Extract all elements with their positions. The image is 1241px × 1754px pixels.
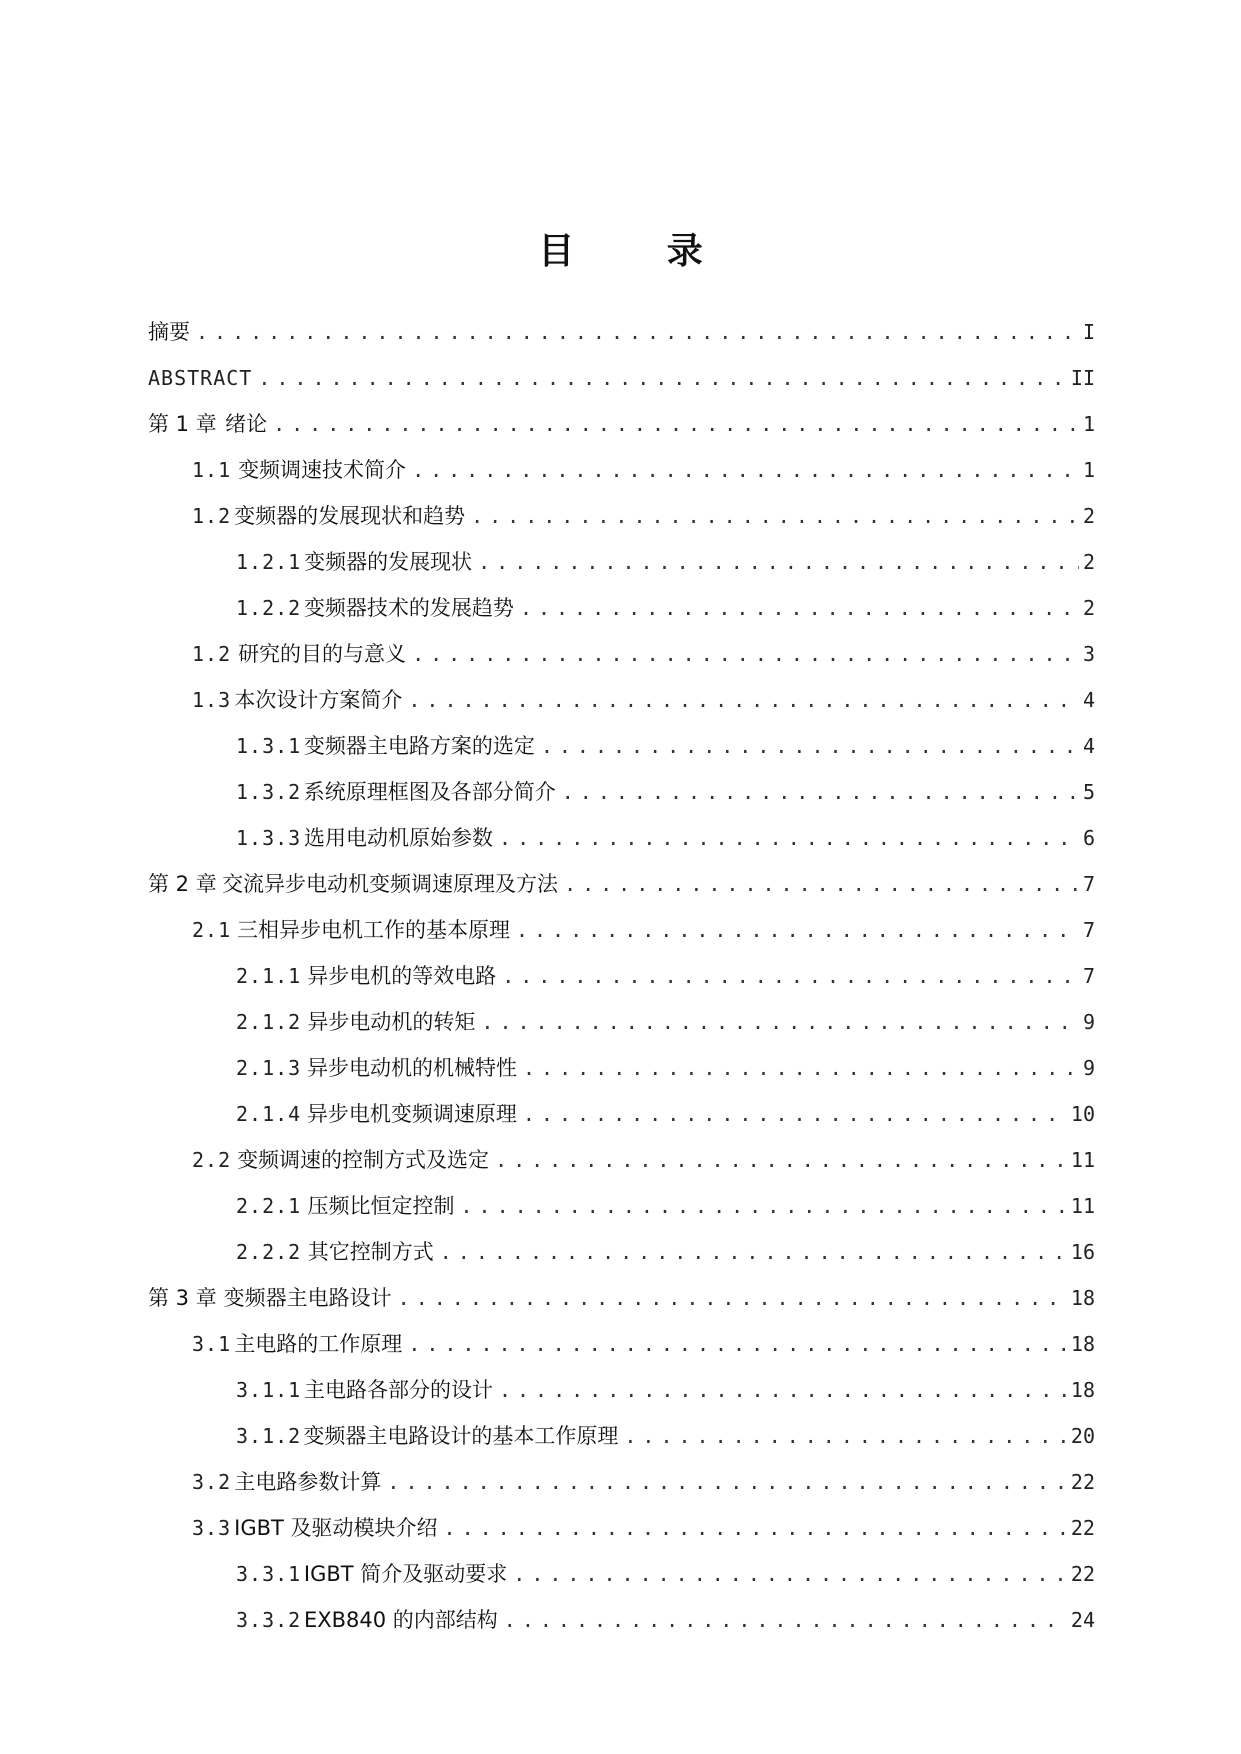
toc-entry-number: 3.1 [192, 1332, 232, 1356]
table-of-contents [148, 301, 1095, 1635]
toc-page-number: 3 [1082, 642, 1095, 666]
toc-entry[interactable] [148, 899, 1095, 945]
toc-entry-text: 压频比恒定控制 [307, 1194, 455, 1218]
toc-entry[interactable] [148, 1083, 1095, 1129]
toc-entry[interactable] [148, 1359, 1095, 1405]
toc-entry-number: 第 2 章 [148, 872, 217, 896]
toc-page-number: 22 [1070, 1470, 1095, 1494]
toc-page-number: 7 [1082, 872, 1095, 896]
toc-entry-number: 1.2 [192, 504, 232, 528]
toc-page-number: 4 [1082, 688, 1095, 712]
toc-entry-number: 2.1.4 [236, 1102, 302, 1126]
toc-entry-number: 1.3.3 [236, 826, 302, 850]
toc-entry-number: 1.3.2 [236, 780, 302, 804]
toc-page-number: 9 [1082, 1056, 1095, 1080]
toc-entry-text: 主电路参数计算 [234, 1470, 382, 1494]
toc-page-number: 5 [1082, 780, 1095, 804]
toc-entry[interactable] [148, 1405, 1095, 1451]
toc-page-number: 10 [1070, 1102, 1095, 1126]
page-title: 目 录 [538, 231, 743, 273]
toc-entry-text: 研究的目的与意义 [238, 642, 407, 666]
toc-entry-number: 1.2.2 [236, 596, 302, 620]
toc-entry-text: 异步电机的等效电路 [307, 964, 497, 988]
toc-entry-text: 变频调速的控制方式及选定 [237, 1148, 490, 1172]
toc-dot-leader [523, 1099, 1067, 1129]
toc-entry[interactable] [148, 945, 1095, 991]
toc-dot-leader [258, 363, 1067, 393]
toc-entry-number: 1.2.1 [236, 550, 302, 574]
toc-entry-number: 3.2 [192, 1470, 232, 1494]
toc-entry-text: 异步电机变频调速原理 [306, 1102, 517, 1126]
toc-dot-leader [440, 1237, 1067, 1267]
toc-page-number: 2 [1082, 596, 1095, 620]
toc-dot-leader [499, 823, 1079, 853]
toc-dot-leader [562, 777, 1079, 807]
toc-dot-leader [520, 593, 1079, 623]
toc-dot-leader [481, 1007, 1079, 1037]
toc-entry-number: 1.3 [192, 688, 232, 712]
toc-entry-number: 1.2 [192, 642, 232, 666]
toc-dot-leader [513, 1559, 1067, 1589]
toc-entry-text: 异步电动机的机械特性 [307, 1056, 517, 1080]
toc-entry-number: 1.3.1 [236, 734, 302, 758]
toc-entry-text: IGBT 及驱动模块介绍 [234, 1516, 438, 1540]
toc-entry-number: 3.3.1 [236, 1562, 302, 1586]
toc-page-number: 24 [1070, 1608, 1095, 1632]
toc-page-number: I [1082, 320, 1095, 344]
toc-entry-number: 3.3 [192, 1516, 232, 1540]
toc-entry-text: 系统原理框图及各部分简介 [303, 780, 556, 804]
toc-entry-number: 2.1.1 [236, 964, 302, 988]
toc-entry-text: 变频器主电路设计 [223, 1286, 392, 1310]
toc-entry-number: 3.3.2 [236, 1608, 302, 1632]
toc-dot-leader [502, 961, 1079, 991]
toc-entry-chapter-2[interactable] [148, 853, 1095, 899]
toc-entry[interactable] [148, 1313, 1095, 1359]
toc-page-number: 18 [1070, 1332, 1095, 1356]
toc-dot-leader [461, 1191, 1067, 1221]
toc-entry[interactable] [148, 439, 1095, 485]
toc-entry-number: 第 1 章 [148, 412, 217, 436]
toc-dot-leader [478, 547, 1079, 577]
toc-page-number: 1 [1082, 412, 1095, 436]
toc-page-number: 4 [1082, 734, 1095, 758]
toc-entry[interactable] [148, 577, 1095, 623]
toc-page-number: II [1070, 366, 1095, 390]
toc-entry-number: 1.1 [192, 458, 232, 482]
toc-entry-text: 变频器主电路设计的基本工作原理 [303, 1424, 619, 1448]
toc-entry[interactable] [148, 1175, 1095, 1221]
toc-dot-leader [624, 1421, 1067, 1451]
toc-entry-text: 变频器的发展现状 [304, 550, 473, 574]
toc-entry[interactable] [148, 991, 1095, 1037]
toc-entry[interactable] [148, 531, 1095, 577]
toc-page-number: 7 [1082, 918, 1095, 942]
toc-entry-text: 三相异步电机工作的基本原理 [236, 918, 510, 942]
toc-dot-leader [412, 639, 1079, 669]
toc-entry-text: 绪论 [225, 412, 268, 436]
toc-page-number: 7 [1082, 964, 1095, 988]
toc-dot-leader [408, 1329, 1067, 1359]
toc-entry[interactable] [148, 1543, 1095, 1589]
toc-entry-number: 2.2 [192, 1148, 232, 1172]
toc-page-number: 2 [1082, 504, 1095, 528]
toc-entry[interactable] [148, 623, 1095, 669]
toc-entry[interactable] [148, 669, 1095, 715]
toc-entry-abstract-cn[interactable] [148, 301, 1095, 347]
toc-dot-leader [499, 1375, 1067, 1405]
toc-entry-text: 变频器技术的发展趋势 [303, 596, 514, 620]
toc-dot-leader [516, 915, 1079, 945]
toc-dot-leader [387, 1467, 1066, 1497]
toc-page-number: 1 [1082, 458, 1095, 482]
toc-page-number: 6 [1082, 826, 1095, 850]
toc-entry-text: IGBT 简介及驱动要求 [303, 1562, 508, 1586]
toc-dot-leader [398, 1283, 1067, 1313]
toc-page-number: 22 [1070, 1562, 1095, 1586]
toc-page-number: 2 [1082, 550, 1095, 574]
toc-entry-chapter-1[interactable] [148, 393, 1095, 439]
toc-page-number: 20 [1070, 1424, 1095, 1448]
toc-entry[interactable] [148, 1221, 1095, 1267]
toc-entry[interactable] [148, 1451, 1095, 1497]
toc-entry-number: 2.1 [192, 918, 232, 942]
toc-dot-leader [196, 317, 1079, 347]
toc-dot-leader [504, 1605, 1067, 1635]
toc-page-number: 16 [1070, 1240, 1095, 1264]
toc-entry-text: 主电路各部分的设计 [303, 1378, 493, 1402]
toc-entry-text: 其它控制方式 [307, 1240, 434, 1264]
toc-entry-number: 2.2.2 [236, 1240, 302, 1264]
toc-entry[interactable] [148, 1037, 1095, 1083]
toc-entry-abstract-en[interactable] [148, 347, 1095, 393]
toc-page-number: 11 [1070, 1148, 1095, 1172]
toc-page-number: 18 [1070, 1286, 1095, 1310]
toc-dot-leader [444, 1513, 1067, 1543]
toc-page-number: 22 [1070, 1516, 1095, 1540]
toc-entry-text: 本次设计方案简介 [234, 688, 403, 712]
toc-dot-leader [471, 501, 1079, 531]
toc-entry[interactable] [148, 1497, 1095, 1543]
toc-entry-number: 3.1.1 [236, 1378, 302, 1402]
toc-entry-number: 2.1.2 [236, 1010, 302, 1034]
toc-page-number: 11 [1070, 1194, 1095, 1218]
toc-entry-number: 2.1.3 [236, 1056, 302, 1080]
toc-entry-text: 交流异步电动机变频调速原理及方法 [222, 872, 559, 896]
toc-entry[interactable] [148, 807, 1095, 853]
toc-entry[interactable] [148, 1129, 1095, 1175]
toc-entry-text: 异步电动机的转矩 [307, 1010, 476, 1034]
toc-dot-leader [564, 869, 1079, 899]
toc-dot-leader [541, 731, 1079, 761]
toc-entry-text: 选用电动机原始参数 [304, 826, 494, 850]
toc-dot-leader [412, 455, 1079, 485]
toc-page-number: 9 [1082, 1010, 1095, 1034]
toc-entry[interactable] [148, 485, 1095, 531]
toc-page-number: 18 [1070, 1378, 1095, 1402]
toc-entry[interactable] [148, 1589, 1095, 1635]
toc-entry-number: 2.2.1 [236, 1194, 302, 1218]
toc-dot-leader [273, 409, 1079, 439]
toc-entry-text: ABSTRACT [148, 366, 253, 390]
toc-entry-number: 3.1.2 [236, 1424, 302, 1448]
toc-entry-chapter-3[interactable] [148, 1267, 1095, 1313]
toc-dot-leader [408, 685, 1079, 715]
toc-entry-text: 变频器主电路方案的选定 [303, 734, 535, 758]
toc-dot-leader [523, 1053, 1079, 1083]
toc-entry-number: 第 3 章 [148, 1286, 217, 1310]
toc-entry[interactable] [148, 761, 1095, 807]
toc-entry-text: 变频器的发展现状和趋势 [234, 504, 466, 528]
toc-entry-text: 摘要 [148, 320, 190, 344]
toc-entry-text: 主电路的工作原理 [234, 1332, 403, 1356]
toc-entry[interactable] [148, 715, 1095, 761]
toc-dot-leader [495, 1145, 1067, 1175]
toc-entry-text: 变频调速技术简介 [238, 458, 407, 482]
toc-entry-text: EXB840 的内部结构 [303, 1608, 498, 1632]
